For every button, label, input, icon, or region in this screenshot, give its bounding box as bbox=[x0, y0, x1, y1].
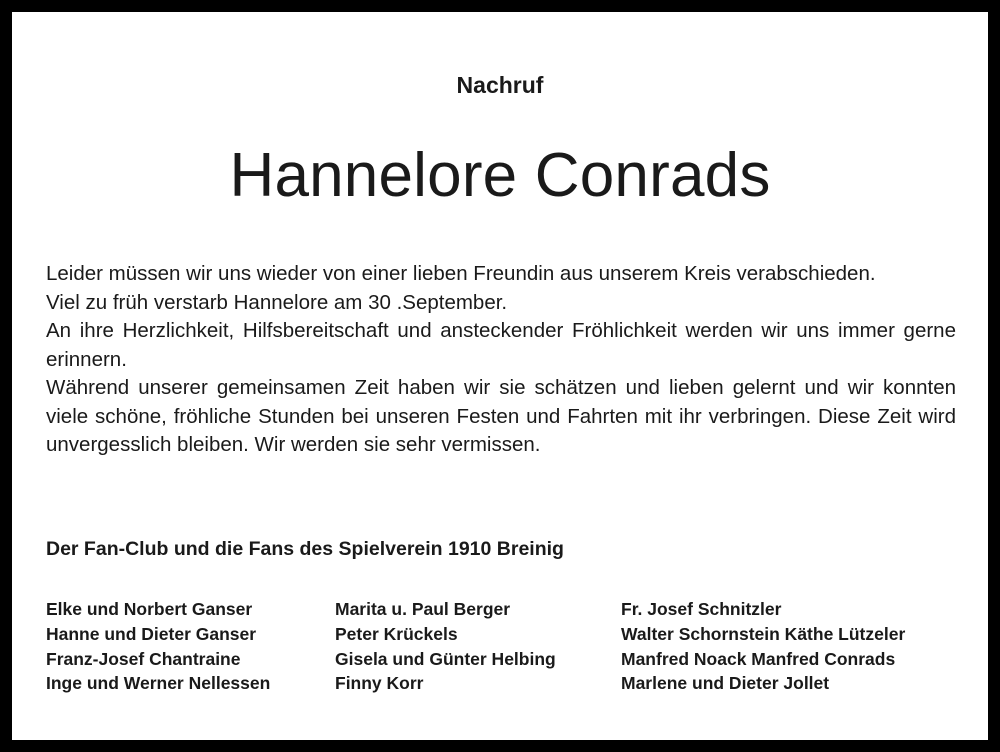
names-column-1 bbox=[46, 597, 270, 696]
mourner-name: Marlene und Dieter Jollet bbox=[621, 673, 830, 694]
body-paragraph: Viel zu früh verstarb Hannelore am 30 .September. bbox=[46, 290, 508, 314]
notice-heading: Nachruf bbox=[456, 72, 544, 98]
mourner-name: Franz-Josef Chantraine bbox=[46, 648, 241, 669]
mourner-name: Peter Krückels bbox=[335, 623, 458, 644]
mourner-name: Finny Korr bbox=[335, 673, 424, 694]
mourner-name: Elke und Norbert Ganser bbox=[46, 599, 253, 619]
mourner-name: Inge und Werner Nellessen bbox=[46, 673, 271, 694]
mourner-name: Fr. Josef Schnitzler bbox=[621, 599, 782, 619]
names-column-2 bbox=[335, 597, 556, 696]
mourner-name: Walter Schornstein Käthe Lützeler bbox=[621, 623, 906, 644]
body-paragraph: Während unserer gemeinsamen Zeit haben wir sie schätzen und lieben gelernt und wir konnten viele schöne, fröhliche Stunden bei unseren Festen und Fahrten mit ihr verbringen. Diese Zeit wird unvergesslich bleiben. Wir werden sie sehr vermissen. bbox=[46, 376, 956, 456]
body-paragraph: An ihre Herzlichkeit, Hilfsbereitschaft und ansteckender Fröhlichkeit werden wir uns immer gerne erinnern. bbox=[46, 319, 956, 371]
club-signature: Der Fan-Club und die Fans des Spielverein 1910 Breinig bbox=[46, 538, 564, 560]
body-paragraph: Leider müssen wir uns wieder von einer lieben Freundin aus unserem Kreis verabschieden. bbox=[46, 262, 876, 285]
names-column-3 bbox=[621, 597, 905, 696]
obituary-notice bbox=[12, 12, 988, 740]
mourner-name: Marita u. Paul Berger bbox=[335, 599, 511, 619]
notice-body bbox=[46, 260, 956, 460]
mourner-name: Gisela und Günter Helbing bbox=[335, 648, 556, 669]
deceased-name: Hannelore Conrads bbox=[229, 141, 771, 210]
mourner-name: Manfred Noack Manfred Conrads bbox=[621, 648, 896, 669]
mourner-name: Hanne und Dieter Ganser bbox=[46, 623, 257, 644]
